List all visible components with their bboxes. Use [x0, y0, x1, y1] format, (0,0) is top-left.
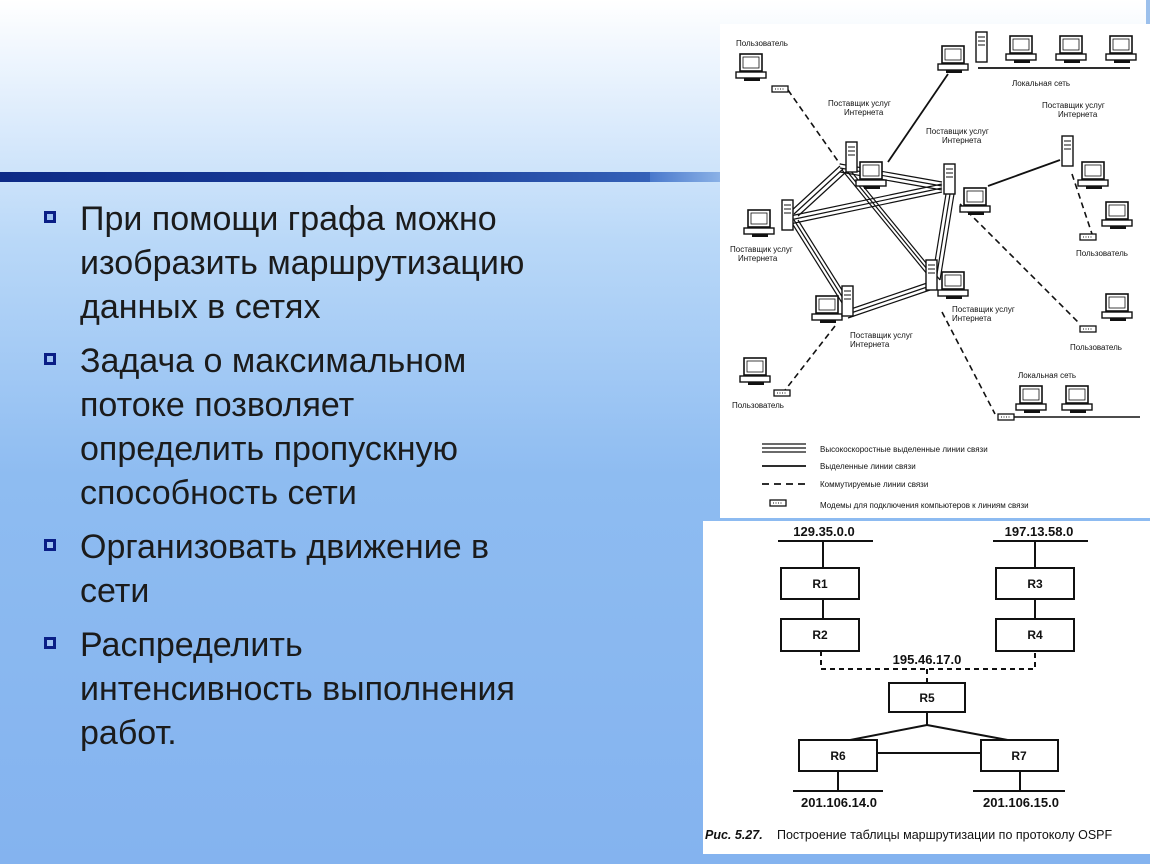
title-divider — [0, 172, 720, 182]
figure-caption-label: Рис. 5.27. — [705, 828, 763, 842]
legend-text: Высокоскоростные выделенные линии связи — [820, 445, 988, 454]
isp-node — [926, 260, 968, 299]
bullet-item — [44, 623, 624, 755]
lan-label: Локальная сеть — [1012, 79, 1071, 88]
lan-node — [998, 386, 1140, 420]
isp-node — [744, 200, 793, 237]
isp-label: Поставщик услуг — [850, 331, 913, 340]
ospf-diagram-svg — [703, 521, 1150, 854]
router-label: R1 — [812, 577, 828, 591]
square-bullet-icon — [44, 539, 56, 551]
isp-label: Интернета — [850, 340, 890, 349]
router-label: R3 — [1027, 577, 1043, 591]
router-label: R4 — [1027, 628, 1043, 642]
router-label: R7 — [1011, 749, 1027, 763]
legend-text: Выделенные линии связи — [820, 462, 916, 471]
internet-network-diagram — [720, 24, 1150, 518]
isp-label: Интернета — [844, 108, 884, 117]
user-label: Пользователь — [732, 401, 784, 410]
bullet-text: При помощи графа можно изобразить маршрутизацию данных в сетях — [80, 200, 525, 326]
bullet-text: Задача о максимальном потоке позволяет определить пропускную способность сети — [80, 342, 467, 512]
bullet-list — [44, 197, 624, 765]
user-node — [736, 54, 788, 92]
isp-label: Поставщик услуг — [828, 99, 891, 108]
square-bullet-icon — [44, 637, 56, 649]
router-label: R6 — [830, 749, 846, 763]
user-node — [1080, 202, 1132, 240]
square-bullet-icon — [44, 353, 56, 365]
bullet-item — [44, 525, 624, 613]
router-label: R2 — [812, 628, 828, 642]
user-node — [1080, 294, 1132, 332]
isp-label: Интернета — [1058, 110, 1098, 119]
isp-node — [1062, 136, 1108, 189]
user-label: Пользователь — [1070, 343, 1122, 352]
figure-caption-text: Построение таблицы маршрутизации по протоколу OSPF — [777, 828, 1113, 842]
network-address: 201.106.14.0 — [801, 795, 877, 810]
user-label: Пользователь — [1076, 249, 1128, 258]
network-diagram-svg — [720, 24, 1150, 518]
ospf-routing-diagram — [703, 521, 1150, 854]
network-address: 197.13.58.0 — [1004, 524, 1074, 539]
bullet-item — [44, 197, 624, 329]
isp-label: Поставщик услуг — [952, 305, 1015, 314]
legend-text: Модемы для подключения компьютеров к линиям связи — [820, 501, 1029, 510]
isp-node — [812, 286, 853, 323]
isp-node — [944, 164, 990, 215]
network-address: 129.35.0.0 — [793, 524, 855, 539]
lan-label: Локальная сеть — [1018, 371, 1077, 380]
top-right-accent — [1146, 0, 1150, 24]
network-address: 195.46.17.0 — [892, 652, 962, 667]
isp-label: Поставщик услуг — [926, 127, 989, 136]
router-label: R5 — [919, 691, 935, 705]
isp-label: Интернета — [952, 314, 992, 323]
legend-text: Коммутируемые линии связи — [820, 480, 929, 489]
bullet-text: Организовать движение в сети — [80, 528, 490, 610]
lan-node — [938, 32, 1136, 73]
legend — [762, 444, 1029, 510]
isp-label: Поставщик услуг — [1042, 101, 1105, 110]
bullet-item — [44, 339, 624, 515]
bullet-text: Распределить интенсивность выполнения работ. — [80, 626, 515, 752]
isp-label: Поставщик услуг — [730, 245, 793, 254]
user-node — [740, 358, 790, 396]
user-label: Пользователь — [736, 39, 788, 48]
network-address: 201.106.15.0 — [983, 795, 1059, 810]
isp-label: Интернета — [942, 136, 982, 145]
isp-label: Интернета — [738, 254, 778, 263]
square-bullet-icon — [44, 211, 56, 223]
